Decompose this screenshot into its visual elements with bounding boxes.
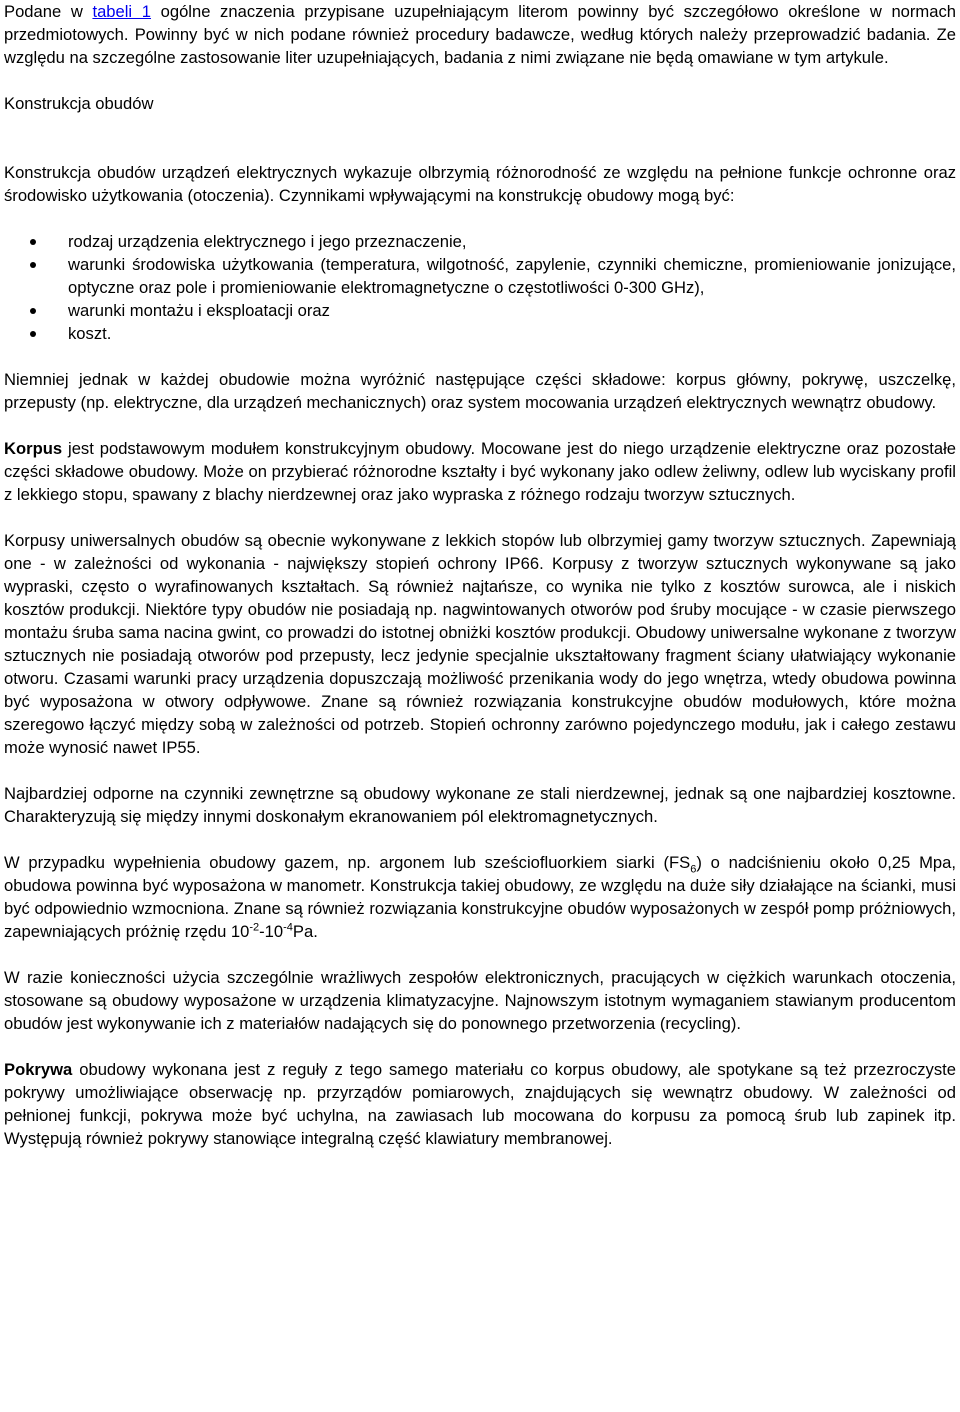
pokrywa-paragraph bbox=[4, 1058, 956, 1150]
components-paragraph: Niemniej jednak w każdej obudowie można wyróżnić następujące części składowe: korpus główny, pokrywę, uszczelkę, przepusty (np. elektryczne, dla urządzeń mechanicznych) oraz system mocowania urządzeń elektrycznych wewnątrz obudowy. bbox=[4, 370, 956, 412]
list-item: warunki środowiska użytkowania (temperatura, wilgotność, zapylenie, czynniki chemiczne, promieniowanie jonizujące, optyczne oraz pole i promieniowanie elektromagnetyczne o częstotliwości 0-300 GHz), bbox=[68, 253, 956, 299]
intro-rest: ogólne znaczenia przypisane uzupełniającym literom powinny być szczegółowo określone w normach przedmiotowych. Powinny być w nich podane również procedury badawcze, według których należy przeprowadzić badania. Ze względu na szczególne zastosowanie liter uzupełniających, badania z nimi związane nie będą omawiane w tym artykule. bbox=[4, 2, 957, 67]
bullet-icon bbox=[30, 331, 36, 337]
list-item: warunki montażu i eksploatacji oraz bbox=[68, 299, 956, 322]
list-item: rodzaj urządzenia elektrycznego i jego przeznaczenie, bbox=[68, 230, 956, 253]
bullet-icon bbox=[30, 262, 36, 268]
document-body bbox=[4, 0, 956, 1150]
korpus-paragraph bbox=[4, 437, 956, 506]
pokrywa-text: obudowy wykonana jest z reguły z tego samego materiału co korpus obudowy, ale spotykane są też przezroczyste pokrywy umożliwiające obserwację np. przyrządów pomiarowych, znajdujących się wewnątrz obudowy. W zależności od pełnionej funkcji, pokrywa może być uchylna, na zawiasach lub mocowana do korpusu za pomocą śrub lub zapinek itp. Występują również pokrywy stanowiące integralną część klawiatury membranowej. bbox=[4, 1060, 956, 1148]
sensitive-paragraph: W razie konieczności użycia szczególnie wrażliwych zespołów elektronicznych, pracujących w ciężkich warunkach otoczenia, stosowane są obudowy wyposażone w urządzenia klimatyzacyjne. Najnowszym istotnym wymaganiem stawianym producentom obudów jest wykonywanie ich z materiałów nadających się do ponownego przetworzenia (recycling). bbox=[4, 968, 956, 1033]
section-heading: Konstrukcja obudów bbox=[4, 94, 154, 113]
construction-paragraph: Konstrukcja obudów urządzeń elektrycznych wykazuje olbrzymią różnorodność ze względu na pełnione funkcje ochronne oraz środowisko użytkowania (otoczenia). Czynnikami wpływającymi na konstrukcję obudowy mogą być: bbox=[4, 163, 956, 205]
list-item: koszt. bbox=[68, 322, 956, 345]
factors-list bbox=[4, 230, 956, 345]
table-link[interactable]: tabeli 1 bbox=[92, 2, 151, 21]
gas-paragraph: W przypadku wypełnienia obudowy gazem, np. argonem lub sześciofluorkiem siarki $(FS_6)$ o nadciśnieniu około 0,25 Mpa, obudowa powinna być wyposażona w manometr. Konstrukcja takiej obudowy, ze względu na duże siły działające na ścianki, musi być odpowiednio wzmocniona. Znane są również rozwiązania konstrukcyjne obudów wyposażonych w zespół pomp próżniowych, zapewniających próżnię rzędu $10^{-2}-10^{-4}Pa$. bbox=[4, 853, 956, 941]
stainless-paragraph: Najbardziej odporne na czynniki zewnętrzne są obudowy wykonane ze stali nierdzewnej, jednak są one najbardziej kosztowne. Charakteryzują się między innymi doskonałym ekranowaniem pól elektromagnetycznych. bbox=[4, 784, 956, 826]
korpus-term: Korpus bbox=[4, 439, 63, 458]
bullet-icon bbox=[30, 239, 36, 245]
bullet-icon bbox=[30, 308, 36, 314]
intro-paragraph bbox=[4, 0, 956, 69]
intro-lead: Podane w bbox=[4, 2, 93, 21]
pokrywa-term: Pokrywa bbox=[4, 1060, 73, 1079]
korpus-text: jest podstawowym modułem konstrukcyjnym obudowy. Mocowane jest do niego urządzenie elektryczne oraz pozostałe części składowe obudowy. Może on przybierać różnorodne kształty i być wykonany jako odlew żeliwny, odlew lub wyciskany profil z lekkiego stopu, spawany z blachy nierdzewnej oraz jako wypraska z różnego rodzaju tworzyw sztucznych. bbox=[4, 439, 956, 504]
universal-paragraph: Korpusy uniwersalnych obudów są obecnie wykonywane z lekkich stopów lub olbrzymiej gamy tworzyw sztucznych. Zapewniają one - w zależności od wykonania - największy stopień ochrony IP66. Korpusy z tworzyw sztucznych wykonywane są jako wypraski, często o wyrafinowanych kształtach. Są również najtańsze, co wynika nie tylko z kosztów surowca, ale i niskich kosztów produkcji. Niektóre typy obudów nie posiadają np. nagwintowanych otworów pod śruby mocujące - w czasie pierwszego montażu śruba sama nacina gwint, co prowadzi do istotnej obniżki kosztów produkcji. Obudowy uniwersalne wykonane z tworzyw sztucznych nie posiadają otworów pod przepusty, lecz jedynie specjalnie ukształtowany fragment ściany ułatwiający wykonanie otworu. Czasami warunki pracy urządzenia dopuszczają możliwość przenikania wody do jego wnętrza, wtedy obudowa powinna być wyposażona w otwory odpływowe. Znane są również rozwiązania konstrukcyjne obudów modułowych, które można szeregowo łączyć między sobą w zależności od potrzeb. Stopień ochronny zarówno pojedynczego modułu, jak i całego zestawu może wynosić nawet IP55. bbox=[4, 531, 956, 757]
